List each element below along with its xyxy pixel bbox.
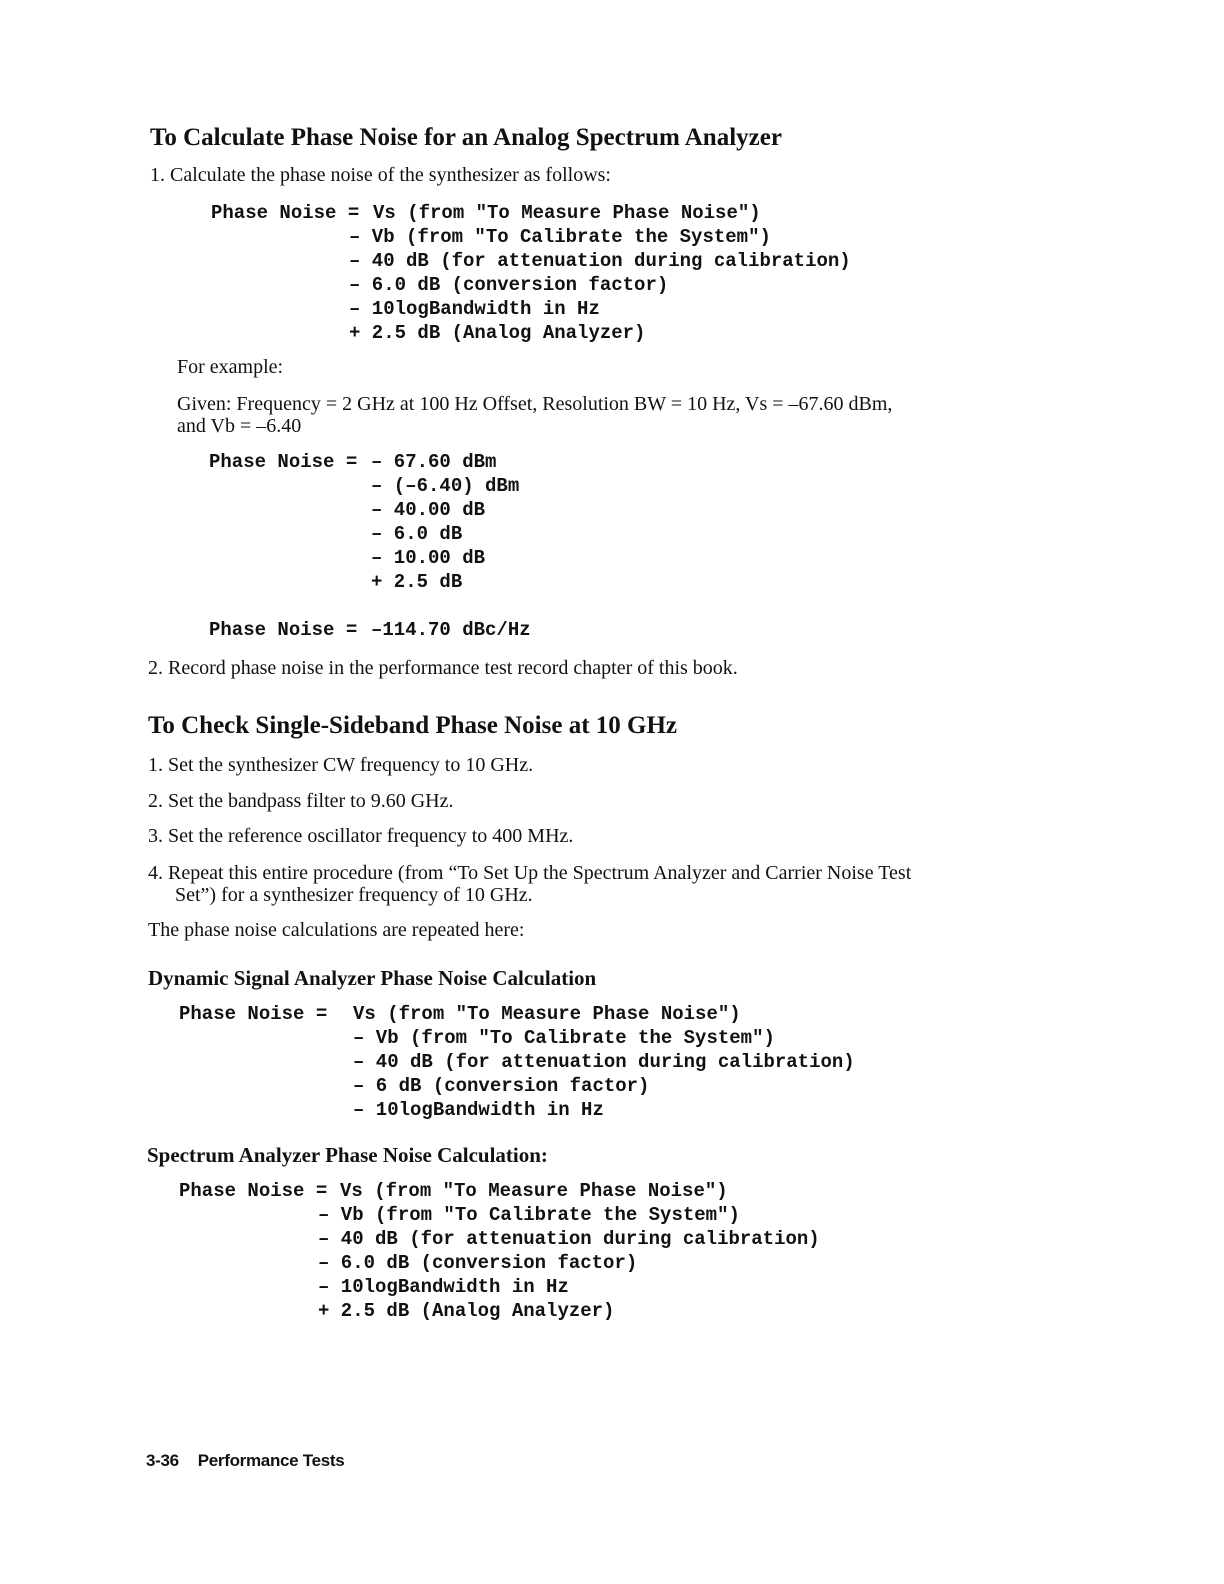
sa-formula-line: Vs (from "To Measure Phase Noise") (340, 1180, 728, 1202)
dsa-formula-line: – Vb (from "To Calibrate the System") (353, 1027, 775, 1049)
dsa-formula-line: Vs (from "To Measure Phase Noise") (353, 1003, 741, 1025)
sa-formula-line: – Vb (from "To Calibrate the System") (318, 1204, 740, 1226)
page-number: 3-36 (146, 1451, 179, 1470)
example-line: – 67.60 dBm (371, 451, 497, 473)
repeated-note: The phase noise calculations are repeated here: (148, 919, 525, 941)
dsa-formula-line: – 40 dB (for attenuation during calibration) (353, 1051, 855, 1073)
formula-lhs: Phase Noise = (211, 202, 360, 224)
section-heading-10ghz: To Check Single-Sideband Phase Noise at 10 GHz (148, 712, 678, 739)
result-value: –114.70 dBc/Hz (371, 619, 531, 641)
page-footer (146, 1451, 344, 1471)
footer-section-title: Performance Tests (197, 1451, 345, 1470)
s2-step-4-continued: Set”) for a synthesizer frequency of 10 GHz. (175, 884, 533, 906)
example-block (371, 450, 519, 594)
s2-step: 4. Repeat this entire procedure (from “To Set Up the Spectrum Analyzer and Carrier Noise Test (148, 862, 912, 884)
example-line: + 2.5 dB (371, 571, 463, 593)
s2-step: 2. Set the bandpass filter to 9.60 GHz. (148, 790, 454, 812)
sa-formula-line: – 10logBandwidth in Hz (318, 1276, 569, 1298)
example-line: – 6.0 dB (371, 523, 463, 545)
formula-line: – 40 dB (for attenuation during calibration) (349, 250, 851, 272)
sa-lhs: Phase Noise = (179, 1180, 328, 1202)
given-line-1: Given: Frequency = 2 GHz at 100 Hz Offset, Resolution BW = 10 Hz, Vs = –67.60 dBm, (177, 393, 893, 415)
dsa-formula-block (353, 1002, 855, 1122)
given-line-2: and Vb = –6.40 (177, 415, 302, 437)
step-1-text: 1. Calculate the phase noise of the synthesizer as follows: (150, 164, 611, 186)
dsa-heading: Dynamic Signal Analyzer Phase Noise Calculation (148, 966, 597, 990)
sa-heading: Spectrum Analyzer Phase Noise Calculation: (147, 1143, 548, 1167)
dsa-lhs: Phase Noise = (179, 1003, 328, 1025)
sa-formula-line: + 2.5 dB (Analog Analyzer) (318, 1300, 615, 1322)
s2-step: 1. Set the synthesizer CW frequency to 10 GHz. (148, 754, 534, 776)
sa-formula-line: – 40 dB (for attenuation during calibration) (318, 1228, 820, 1250)
formula-line: + 2.5 dB (Analog Analyzer) (349, 322, 646, 344)
formula-line: – 10logBandwidth in Hz (349, 298, 600, 320)
sa-formula-line: – 6.0 dB (conversion factor) (318, 1252, 638, 1274)
dsa-formula-line: – 10logBandwidth in Hz (353, 1099, 604, 1121)
sa-formula-block (318, 1179, 820, 1323)
step-2-text: 2. Record phase noise in the performance test record chapter of this book. (148, 657, 738, 679)
example-line: – (–6.40) dBm (371, 475, 520, 497)
s2-step: 3. Set the reference oscillator frequency to 400 MHz. (148, 825, 574, 847)
formula-line: – Vb (from "To Calibrate the System") (349, 226, 771, 248)
result-lhs: Phase Noise = (209, 619, 358, 641)
dsa-formula-line: – 6 dB (conversion factor) (353, 1075, 650, 1097)
formula-line: – 6.0 dB (conversion factor) (349, 274, 669, 296)
example-line: – 40.00 dB (371, 499, 486, 521)
example-lhs: Phase Noise = (209, 451, 358, 473)
formula-line: Vs (from "To Measure Phase Noise") (373, 202, 761, 224)
for-example-label: For example: (177, 356, 284, 378)
section-heading-analog: To Calculate Phase Noise for an Analog Spectrum Analyzer (150, 124, 782, 151)
formula-block (349, 201, 851, 345)
example-line: – 10.00 dB (371, 547, 486, 569)
